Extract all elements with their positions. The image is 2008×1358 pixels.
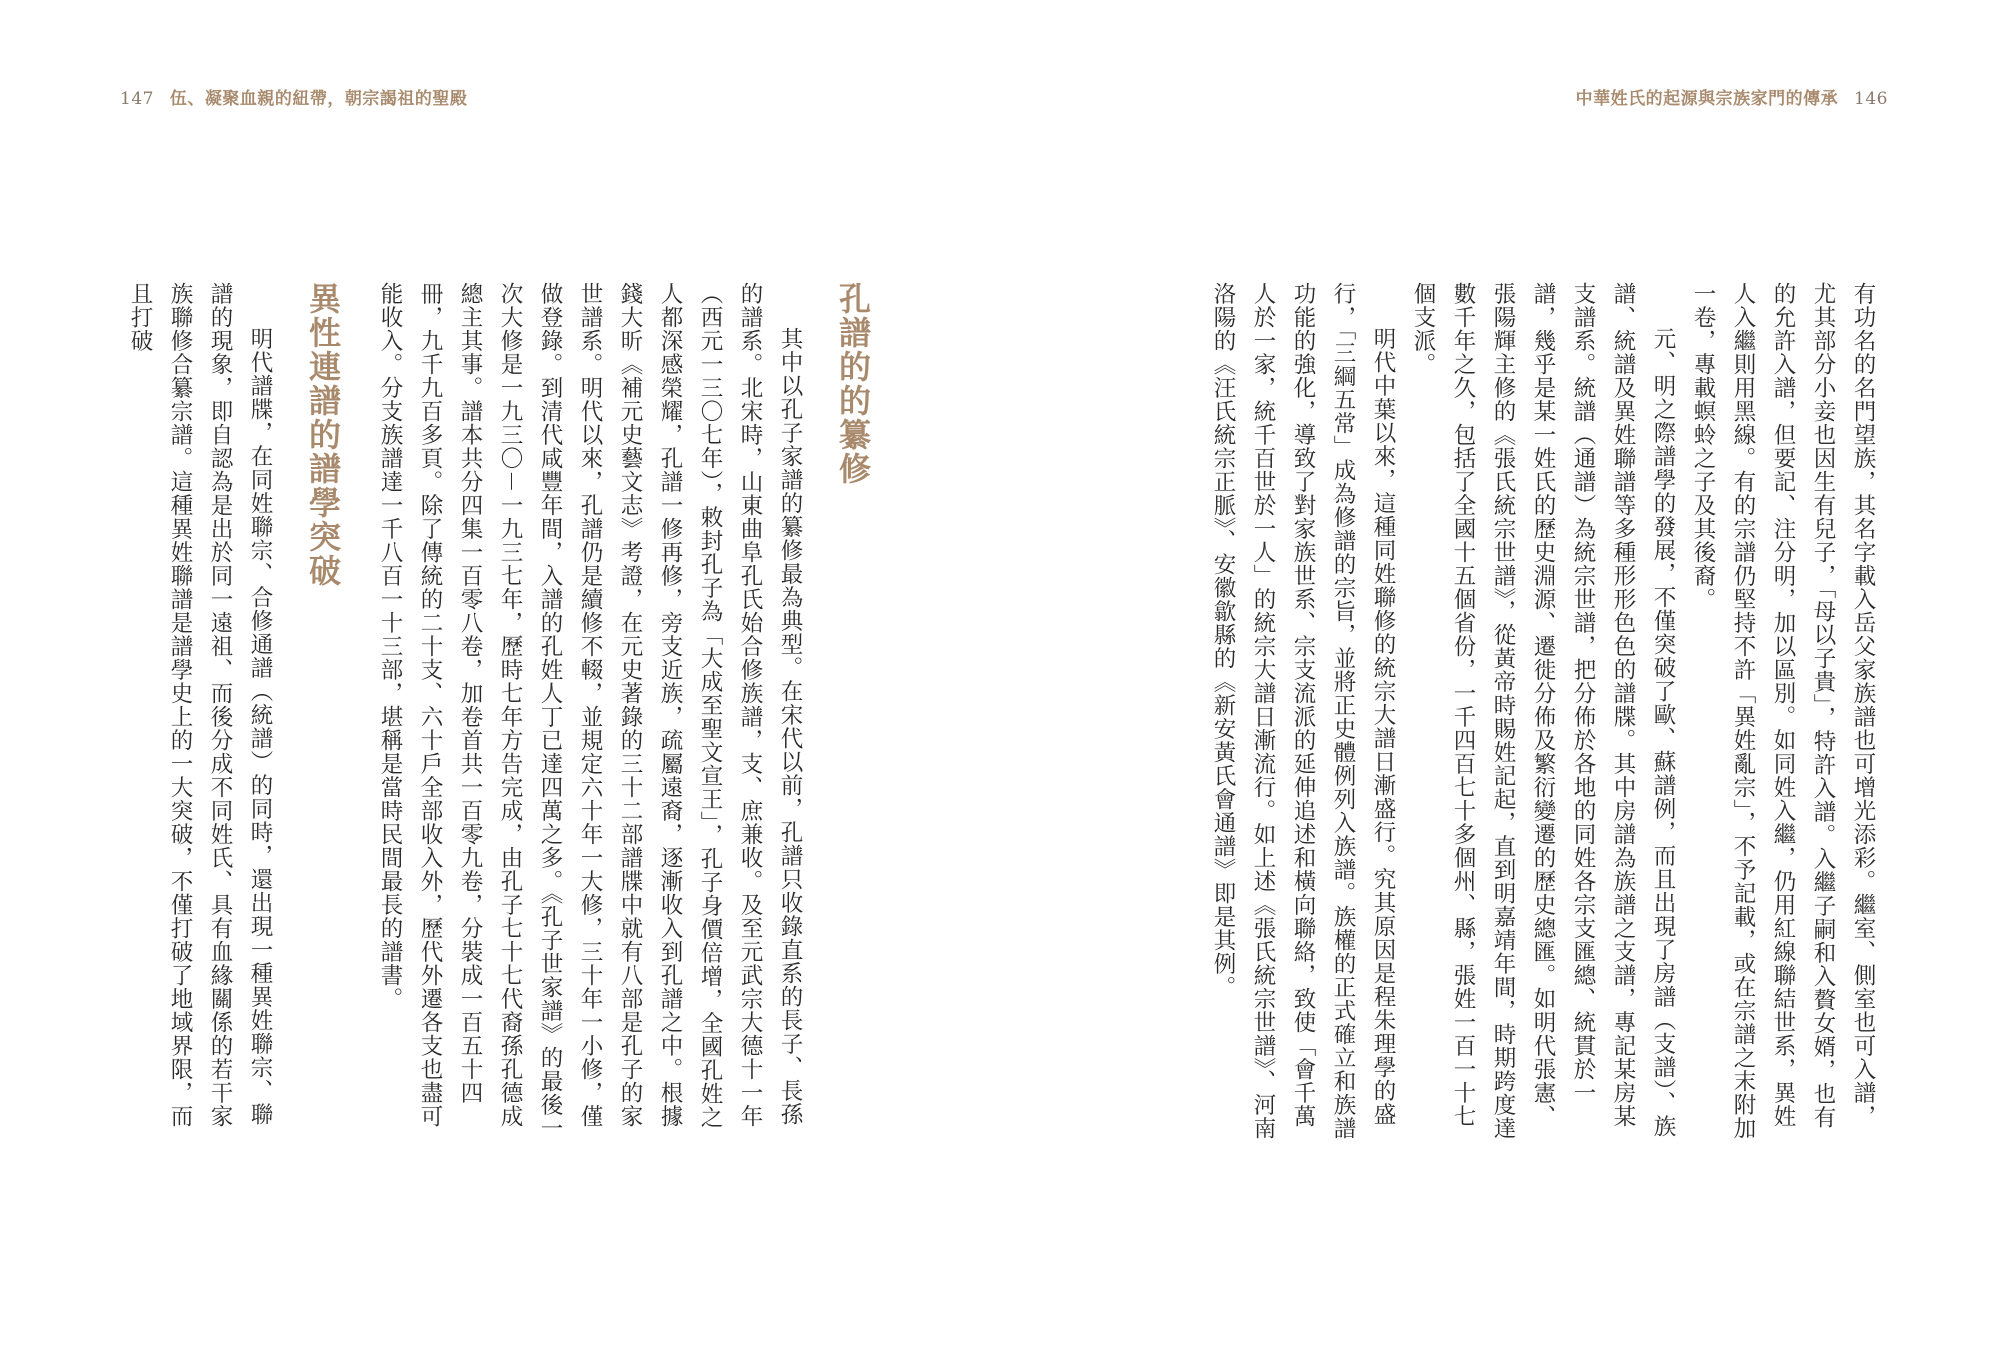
right-running-header	[1566, 84, 1888, 109]
section-heading: 孔譜的的纂修	[834, 282, 872, 486]
paragraph: 明代中葉以來，這種同姓聯修的統宗大譜日漸盛行。究其原因是程朱理學的盛行，「三綱五常」成為修譜的宗旨，並將正史體例列入族譜。族權的正式確立和族譜功能的強化，導致了對家族世系、宗支流派的延伸追述和橫向聯絡，致使「會千萬人於一家，統千百世於一人」的統宗大譜日漸流行。如上述《張氏統宗世譜》、河南洛陽的《汪氏統宗正脈》、安徽歙縣的《新安黃氏會通譜》即是其例。	[1210, 282, 1396, 1141]
left-page-body	[127, 282, 900, 1142]
paragraph: 明代譜牒，在同姓聯宗、合修通譜（統譜）的同時，還出現一種異姓聯宗、聯譜的現象，即自認為是出於同一遠祖、而後分成不同姓氏、具有血緣關係的若干家族聯修合纂宗譜。這種異姓聯譜是譜學史上的一大突破，不僅打破了地域界限，而且打破	[127, 282, 273, 1128]
right-page-number: 146	[1854, 89, 1888, 109]
right-book-title: 中華姓氏的起源與宗族家門的傳承	[1575, 89, 1839, 109]
paragraph: 其中以孔子家譜的纂修最為典型。在宋代以前，孔譜只收錄直系的長子、長孫的譜系。北宋時，山東曲阜孔氏始合修族譜，支、庶兼收。及至元武宗大德十一年（西元一三〇七年），敕封孔子為「大成至聖文宣王」，孔子身價倍增，全國孔姓之人都深感榮耀，孔譜一修再修，旁支近族，疏屬遠裔，逐漸收入到孔譜之中。根據錢大昕《補元史藝文志》考證，在元史著錄的三十二部譜牒中就有八部是孔子的家世譜系。明代以來，孔譜仍是續修不輟，並規定六十年一大修，三十年一小修，僅做登錄。到清代咸豐年間，入譜的孔姓人丁已達四萬之多。《孔子世家譜》的最後一次大修是一九三〇－一九三七年，歷時七年方告完成，由孔子七十七代裔孫孔德成總主其事。譜本共分四集一百零八卷，加卷首共一百零九卷，分裝成一百五十四冊，九千九百多頁。除了傳統的二十支、六十戶全部收入外，歷代外遷各支也盡可能收入。分支族譜達一千八百一十三部，堪稱是當時民間最長的譜書。	[377, 282, 803, 1141]
left-chapter-title: 伍、凝聚血親的紐帶，朝宗謁祖的聖殿	[169, 89, 468, 109]
left-page-number: 147	[120, 89, 154, 109]
paragraph: 有功名的名門望族，其名字載入岳父家族譜也可增光添彩。繼室、側室也可入譜，尤其部分小妾也因生有兒子，「母以子貴」，特許入譜。入繼子嗣和入贅女婿，也有的允許入譜，但要記、注分明，加以區別。如同姓入繼，仍用紅線聯結世系，異姓人入繼則用黑線。有的宗譜仍堅持不許「異姓亂宗」，不予記載，或在宗譜之末附加一卷，專載螟蛉之子及其後裔。	[1690, 282, 1876, 1141]
right-page-body	[1113, 282, 1883, 1142]
left-running-header	[120, 84, 477, 109]
paragraph: 元、明之際譜學的發展，不僅突破了歐、蘇譜例，而且出現了房譜（支譜）、族譜、統譜及異姓聯譜等多種形形色色的譜牒。其中房譜為族譜之支譜，專記某房某支譜系。統譜（通譜）為統宗世譜，把分佈於各地的同姓各宗支匯總、統貫於一譜，幾乎是某一姓氏的歷史淵源、遷徙分佈及繁衍變遷的歷史總匯。如明代張憲、張陽輝主修的《張氏統宗世譜》，從黃帝時賜姓記起，直到明嘉靖年間，時期跨度達數千年之久，包括了全國十五個省份，一千四百七十多個州、縣，張姓一百一十七個支派。	[1410, 282, 1676, 1141]
section-heading: 異性連譜的譜學突破	[304, 282, 342, 588]
